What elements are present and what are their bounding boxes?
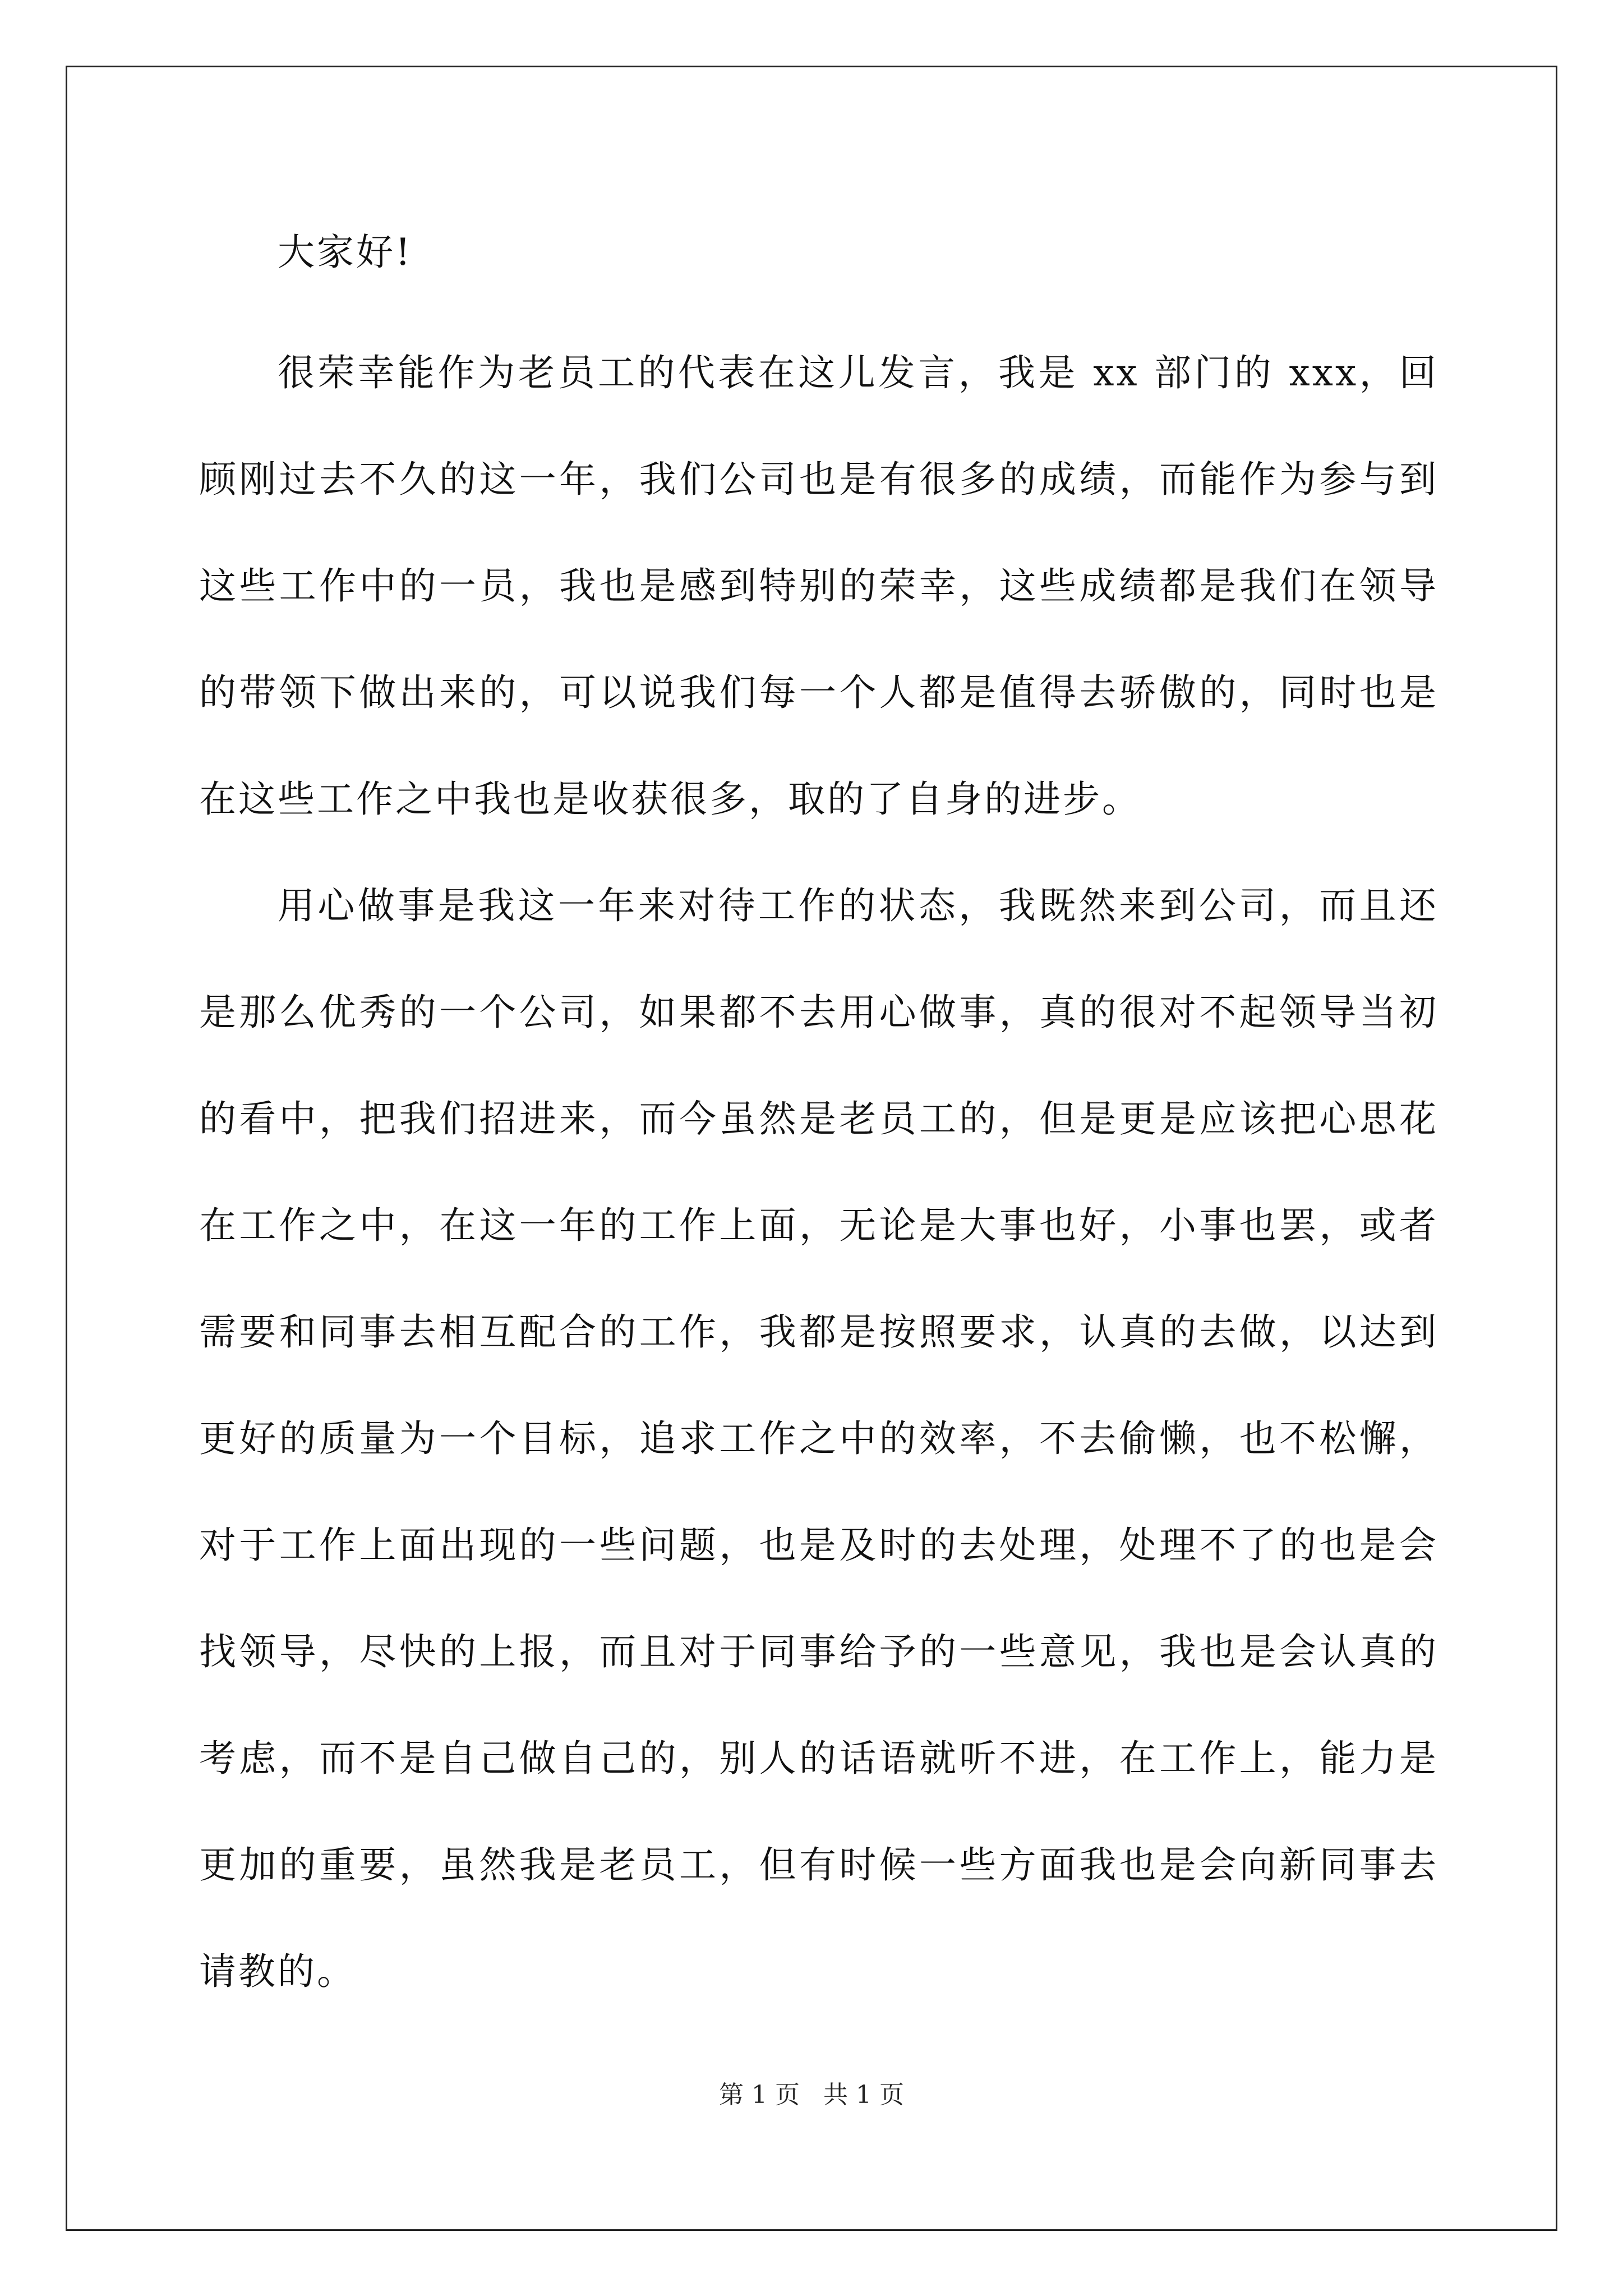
page-footer: [0, 2078, 1623, 2112]
paragraph-1: 很荣幸能作为老员工的代表在这儿发言，我是 xx 部门的 xxx，回顾刚过去不久的这一年，我们公司也是有很多的成绩，而能作为参与到这些工作中的一员，我也是感到特别的荣幸，这些成绩都是我们在领导的带领下做出来的，可以说我们每一个人都是值得去骄傲的，同时也是在这些工作之中我也是收获很多，取的了自身的进步。: [199, 351, 1438, 821]
page-number: 第 1 页 共 1 页: [719, 2081, 904, 2109]
paragraph-2: 用心做事是我这一年来对待工作的状态，我既然来到公司，而且还是那么优秀的一个公司，如果都不去用心做事，真的很对不起领导当初的看中，把我们招进来，而今虽然是老员工的，但是更是应该把心思花在工作之中，在这一年的工作上面，无论是大事也好，小事也罢，或者需要和同事去相互配合的工作，我都是按照要求，认真的去做，以达到更好的质量为一个目标，追求工作之中的效率，不去偷懒，也不松懈，对于工作上面出现的一些问题，也是及时的去处理，处理不了的也是会找领导，尽快的上报，而且对于同事给予的一些意见，我也是会认真的考虑，而不是自己做自己的，别人的话语就听不进，在工作上，能力是更加的重要，虽然我是老员工，但有时候一些方面我也是会向新同事去请教的。: [199, 884, 1438, 1993]
paragraph-2-block: [199, 853, 1438, 2025]
greeting: 大家好!: [278, 231, 413, 274]
paragraph-1-block: [199, 320, 1438, 853]
